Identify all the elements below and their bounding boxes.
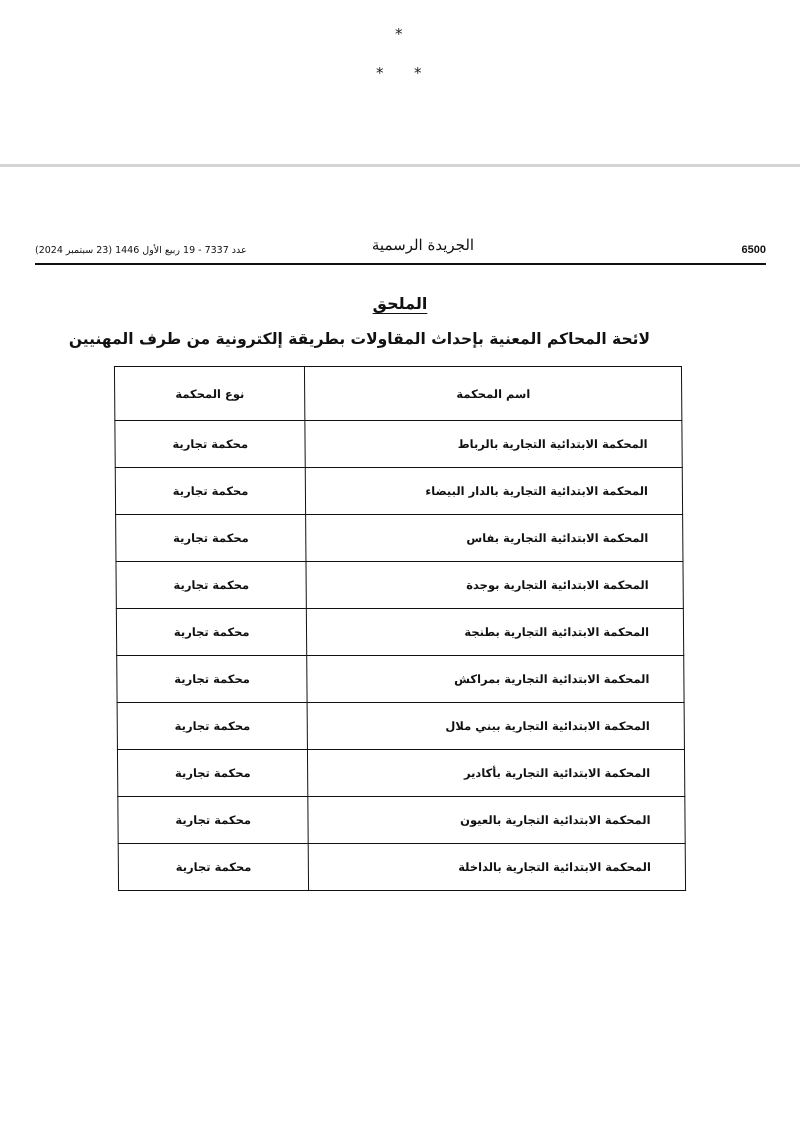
court-name-cell: المحكمة الابتدائية التجارية بطنجة — [307, 609, 684, 656]
annex-title: الملحق — [372, 294, 428, 313]
page-number: 6500 — [741, 244, 766, 256]
ornament-star: * — [414, 64, 422, 82]
court-name-cell: المحكمة الابتدائية التجارية بالرباط — [305, 421, 682, 468]
court-type-cell: محكمة تجارية — [116, 562, 307, 609]
header-rule — [35, 263, 766, 265]
courts-table — [114, 366, 686, 891]
page-divider — [0, 164, 800, 167]
court-name-cell: المحكمة الابتدائية التجارية بالعيون — [308, 797, 685, 844]
ornament-star: * — [395, 25, 403, 43]
court-name-cell: المحكمة الابتدائية التجارية بوجدة — [306, 562, 683, 609]
court-name-cell: المحكمة الابتدائية التجارية بمراكش — [307, 656, 684, 703]
court-name-cell: المحكمة الابتدائية التجارية بالداخلة — [309, 844, 686, 891]
table-row — [117, 656, 684, 703]
court-type-cell: محكمة تجارية — [115, 421, 306, 468]
table-row — [117, 703, 684, 750]
court-name-cell: المحكمة الابتدائية التجارية بفاس — [306, 515, 683, 562]
column-header-court-name: اسم المحكمة — [305, 367, 682, 421]
table-header-row — [114, 367, 681, 421]
list-heading: لائحة المحاكم المعنية بإحداث المقاولات بطريقة إلكترونية من طرف المهنيين — [68, 330, 650, 348]
column-header-court-type: نوع المحكمة — [114, 367, 305, 421]
court-type-cell: محكمة تجارية — [117, 750, 308, 797]
issue-info: عدد 7337 - 19 ربيع الأول 1446 (23 سبتمبر 2024) — [35, 245, 247, 256]
running-header — [35, 236, 766, 262]
court-type-cell: محكمة تجارية — [116, 515, 307, 562]
table-row — [117, 750, 684, 797]
court-type-cell: محكمة تجارية — [118, 844, 309, 891]
court-name-cell: المحكمة الابتدائية التجارية بأكادير — [308, 750, 685, 797]
table-row — [116, 609, 683, 656]
journal-title: الجريدة الرسمية — [371, 236, 475, 254]
court-name-cell: المحكمة الابتدائية التجارية ببني ملال — [307, 703, 684, 750]
table-row — [116, 515, 683, 562]
table-row — [118, 844, 685, 891]
court-type-cell: محكمة تجارية — [118, 797, 309, 844]
court-type-cell: محكمة تجارية — [117, 656, 308, 703]
table-row — [116, 562, 683, 609]
court-name-cell: المحكمة الابتدائية التجارية بالدار البيضاء — [306, 468, 683, 515]
ornament-star: * — [376, 64, 384, 82]
table-row — [115, 468, 682, 515]
court-type-cell: محكمة تجارية — [117, 703, 308, 750]
table-row — [118, 797, 685, 844]
court-type-cell: محكمة تجارية — [115, 468, 306, 515]
table-row — [115, 421, 682, 468]
court-type-cell: محكمة تجارية — [116, 609, 307, 656]
